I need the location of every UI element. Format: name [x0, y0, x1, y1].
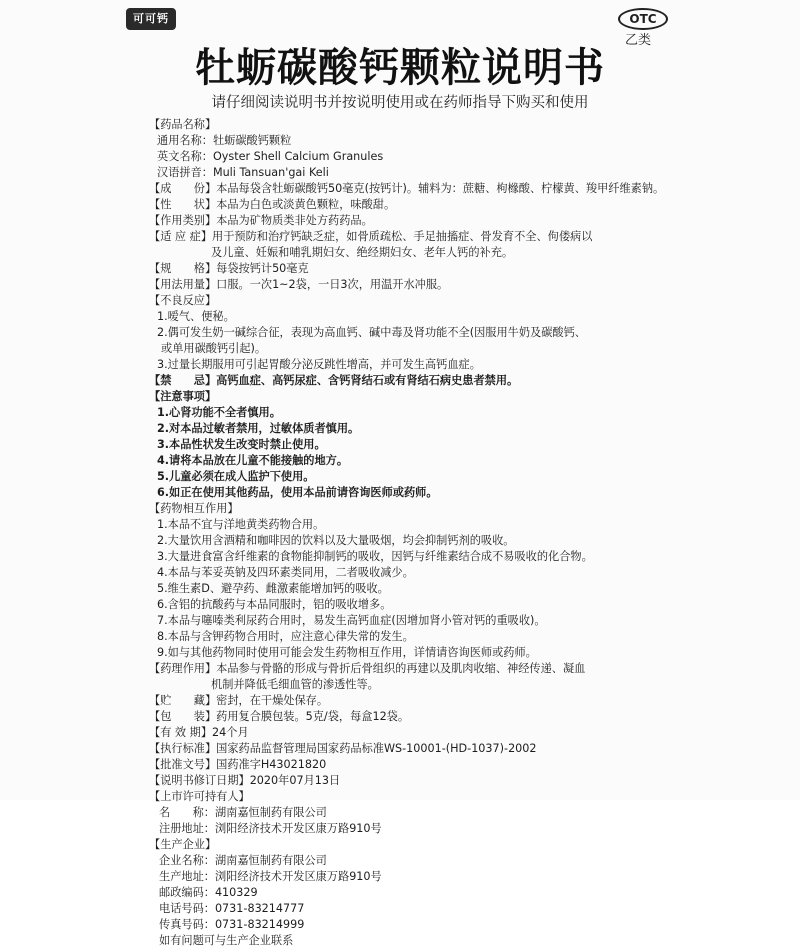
approval-number: 【批准文号】国药准字H43021820 [149, 758, 327, 771]
section-heading-adverse: 【不良反应】 [149, 294, 217, 307]
usage-dosage: 【用法用量】口服。一次1~2袋，一日3次，用温开水冲服。 [149, 278, 449, 291]
contraindications: 【禁 忌】高钙血症、高钙尿症、含钙肾结石或有肾结石病史患者禁用。 [149, 374, 519, 387]
otc-badge: OTC [618, 8, 668, 30]
interaction-item: 3.大量进食富含纤维素的食物能抑制钙的吸收，因钙与纤维素结合成不易吸收的化合物。 [157, 550, 593, 563]
brand-logo: 可可钙 [126, 8, 176, 30]
adverse-item: 3.过量长期服用可引起胃酸分泌反跳性增高，并可发生高钙血症。 [157, 358, 481, 371]
packaging: 【包 装】药用复合膜包装。5克/袋，每盒12袋。 [149, 710, 410, 723]
interaction-item: 5.维生素D、避孕药、雌激素能增加钙的吸收。 [157, 582, 389, 595]
appearance: 【性 状】本品为白色或淡黄色颗粒，味酸甜。 [149, 198, 396, 211]
validity: 【有 效 期】24个月 [149, 726, 249, 739]
precaution-item: 6.如正在使用其他药品，使用本品前请咨询医师或药师。 [157, 486, 438, 499]
interaction-item: 8.本品与含钾药物合用时，应注意心律失常的发生。 [157, 630, 414, 643]
standard: 【执行标准】国家药品监督管理局国家药品标准WS-10001-(HD-1037)-2002 [149, 742, 537, 755]
section-heading-holder: 【上市许可持有人】 [149, 790, 250, 803]
category: 【作用类别】本品为矿物质类非处方药药品。 [149, 214, 373, 227]
storage: 【贮 藏】密封，在干燥处保存。 [149, 694, 329, 707]
pinyin-name: 汉语拼音：Muli Tansuan'gai Keli [157, 166, 329, 179]
manufacturer-contact-note: 如有问题可与生产企业联系 [159, 934, 294, 947]
page-title: 牡蛎碳酸钙颗粒说明书 [195, 44, 605, 91]
interaction-item: 7.本品与噻嗪类利尿药合用时，易发生高钙血症(因增加肾小管对钙的重吸收)。 [157, 614, 546, 627]
section-heading-precautions: 【注意事项】 [149, 390, 217, 403]
interaction-item: 2.大量饮用含酒精和咖啡因的饮料以及大量吸烟，均会抑制钙剂的吸收。 [157, 534, 515, 547]
section-heading-drug-name: 【药品名称】 [149, 118, 217, 131]
manufacturer-phone: 电话号码：0731-83214777 [159, 902, 305, 915]
interaction-item: 1.本品不宜与洋地黄类药物合用。 [157, 518, 325, 531]
specification: 【规 格】每袋按钙计50毫克 [149, 262, 309, 275]
precaution-item: 4.请将本品放在儿童不能接触的地方。 [157, 454, 349, 467]
precaution-item: 5.儿童必须在成人监护下使用。 [157, 470, 315, 483]
interaction-item: 6.含铝的抗酸药与本品同服时，铝的吸收增多。 [157, 598, 392, 611]
holder-name: 名 称：湖南嘉恒制药有限公司 [159, 806, 327, 819]
section-heading-manufacturer: 【生产企业】 [149, 838, 217, 851]
manufacturer-postcode: 邮政编码：410329 [159, 886, 258, 899]
indications-line-2: 及儿童、妊娠和哺乳期妇女、绝经期妇女、老年人钙的补充。 [211, 246, 514, 259]
precaution-item: 1.心肾功能不全者慎用。 [157, 406, 281, 419]
generic-name: 通用名称：牡蛎碳酸钙颗粒 [157, 134, 292, 147]
manufacturer-address: 生产地址：浏阳经济技术开发区康万路910号 [159, 870, 382, 883]
otc-class-label: 乙类 [625, 33, 652, 48]
holder-address: 注册地址：浏阳经济技术开发区康万路910号 [159, 822, 382, 835]
ingredients: 【成 份】本品每袋含牡蛎碳酸钙50毫克(按钙计)。辅料为：蔗糖、枸橼酸、柠檬黄、羧甲纤维素钠。 [149, 182, 665, 195]
page-subtitle: 请仔细阅读说明书并按说明使用或在药师指导下购买和使用 [211, 95, 589, 111]
adverse-item: 2.偶可发生奶一碱综合征，表现为高血钙、碱中毒及肾功能不全(因服用牛奶及碳酸钙、 [157, 326, 586, 339]
leaflet-body [149, 117, 669, 949]
revision-date: 【说明书修订日期】2020年07月13日 [149, 774, 341, 787]
pharmacology-line-1: 【药理作用】本品参与骨骼的形成与骨折后骨组织的再建以及肌肉收缩、神经传递、凝血 [149, 662, 586, 675]
adverse-item: 或单用碳酸钙引起)。 [161, 342, 267, 355]
precaution-item: 2.对本品过敏者禁用，过敏体质者慎用。 [157, 422, 360, 435]
interaction-item: 4.本品与苯妥英钠及四环素类同用，二者吸收减少。 [157, 566, 414, 579]
pharmacology-line-2: 机制并降低毛细血管的渗透性等。 [211, 678, 379, 691]
section-heading-interactions: 【药物相互作用】 [149, 502, 239, 515]
manufacturer-name: 企业名称：湖南嘉恒制药有限公司 [159, 854, 327, 867]
indications-line-1: 【适 应 症】用于预防和治疗钙缺乏症，如骨质疏松、手足抽搐症、骨发育不全、佝偻病以 [149, 230, 593, 243]
interaction-item: 9.如与其他药物同时使用可能会发生药物相互作用，详情请咨询医师或药师。 [157, 646, 537, 659]
english-name: 英文名称：Oyster Shell Calcium Granules [157, 150, 384, 163]
manufacturer-fax: 传真号码：0731-83214999 [159, 918, 305, 931]
adverse-item: 1.嗳气、便秘。 [157, 310, 235, 323]
precaution-item: 3.本品性状发生改变时禁止使用。 [157, 438, 326, 451]
